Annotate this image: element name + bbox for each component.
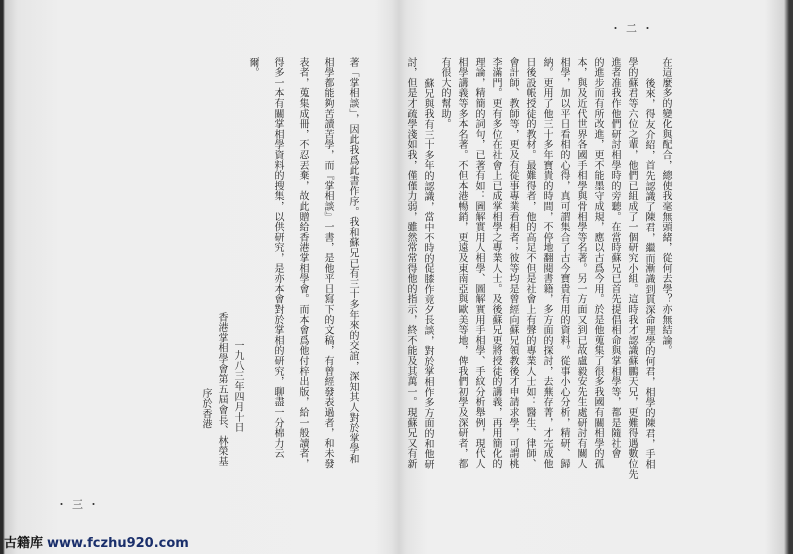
text-column: 討，但是才疏學淺如我，僅僅力弱，雖然常常得他的指示，終不能及其萬一。現蘇兄又有新 (405, 57, 416, 469)
text-column: 相學，加以平日看相的心得，真可謂集合了古今寶貴有用的資料。從事小心分析，精研、歸 (558, 57, 569, 469)
text-column: 在這麼多的變化與配合，總使我毫無頭緒，從何去學？亦無結論。 (660, 57, 671, 356)
text-column: 納。更用了他三十多年寶貴的時間，不停地翻閱書籍，多方面的探討，去蕪存菁，才完成他 (541, 57, 552, 469)
right-page (398, 0, 793, 554)
text-column: 後來，得友介紹，首先認識了陳君，繼而漸識到貫深命理學的何君，相學的陳君，手相 (643, 78, 654, 470)
text-column: 蘇兄與我有三十多年的認識，當中不時的促膝作竟夕長談，對於掌相作多方面的和他研 (422, 78, 433, 470)
signature-place: 序於香港 (200, 388, 211, 430)
text-column: 爾。 (247, 57, 258, 78)
text-column: 得多一本有關掌相學資料的搜集，以供研究，是亦本會對於掌相的研究，聊盡一分棉力云 (272, 57, 283, 459)
page-number-left: ・三・ (56, 498, 104, 511)
text-column: 理論，精簡的詞句，已著有如：圖解實用人相學、圖解實用手相學、手紋分析舉例，現代人 (473, 57, 484, 469)
text-column: 相學講義等多本名著。不但本港暢銷，更遠及東南亞與歐美等地，俾我們初學及深研者，都 (456, 57, 467, 469)
text-column: 相學都能夠苦讀苦學，而『掌相談』一書，是他平日寫下的文稿，有曾經發表過者，和未發 (322, 57, 333, 469)
signature-author: 香港掌相學會第五屆會長、林榮基 (216, 312, 227, 467)
text-column: 李滿門。更有多位在社會上已成掌相學之專業人士。及後蘇兄更將授徒的講義，再用簡化的 (490, 57, 501, 469)
page-number-right: ・二・ (610, 22, 658, 35)
watermark-site-name: 古籍库 (4, 536, 44, 551)
text-column: 學的蘇君等六位之輩，他們已組成了一個研究小組。這時我才認識蘇鵬天兄，更難得遇數位先 (626, 57, 637, 480)
signature-date: 一九八三年四月十日 (232, 340, 243, 433)
watermark (4, 532, 189, 551)
watermark-url: www.fczhu920.com (47, 536, 189, 551)
text-column: 的進步而有所改進，更不能墨守成規，應以古爲今用。於是他蒐集了很多我國有關相學的孤 (592, 57, 603, 469)
text-column: 日後設帳授徒的教材。最難得者，他的高足不但是社會上有聲的專業人士如：醫生、律師、 (524, 57, 535, 469)
text-column: 進者准我作他們研討相學時的旁聽。在當時蘇兄已首先提倡相命與掌相學等，都是隨社會 (609, 57, 620, 459)
text-column: 表者，蒐集成冊，不忍丟棄，故此贈給香港掌相學會。而本會爲他付梓出版，給一般讀者， (297, 57, 308, 469)
text-column: 有很大的幫助。 (439, 57, 450, 130)
text-column: 會計師、教師等，更及有從事專業看相者；彼等均是曾經向蘇兄領教後才申請求學，可謂桃 (507, 57, 518, 469)
text-column: 著「掌相談」，因此我爲此書作序。我和蘇兄已有三十多年來的交誼，深知其人對於掌學和 (347, 57, 358, 464)
text-column: 本，與及近代世界各國手相學與骨相學等名著。另一方面又到已故盧毅安先生處研討有關人 (575, 57, 586, 469)
